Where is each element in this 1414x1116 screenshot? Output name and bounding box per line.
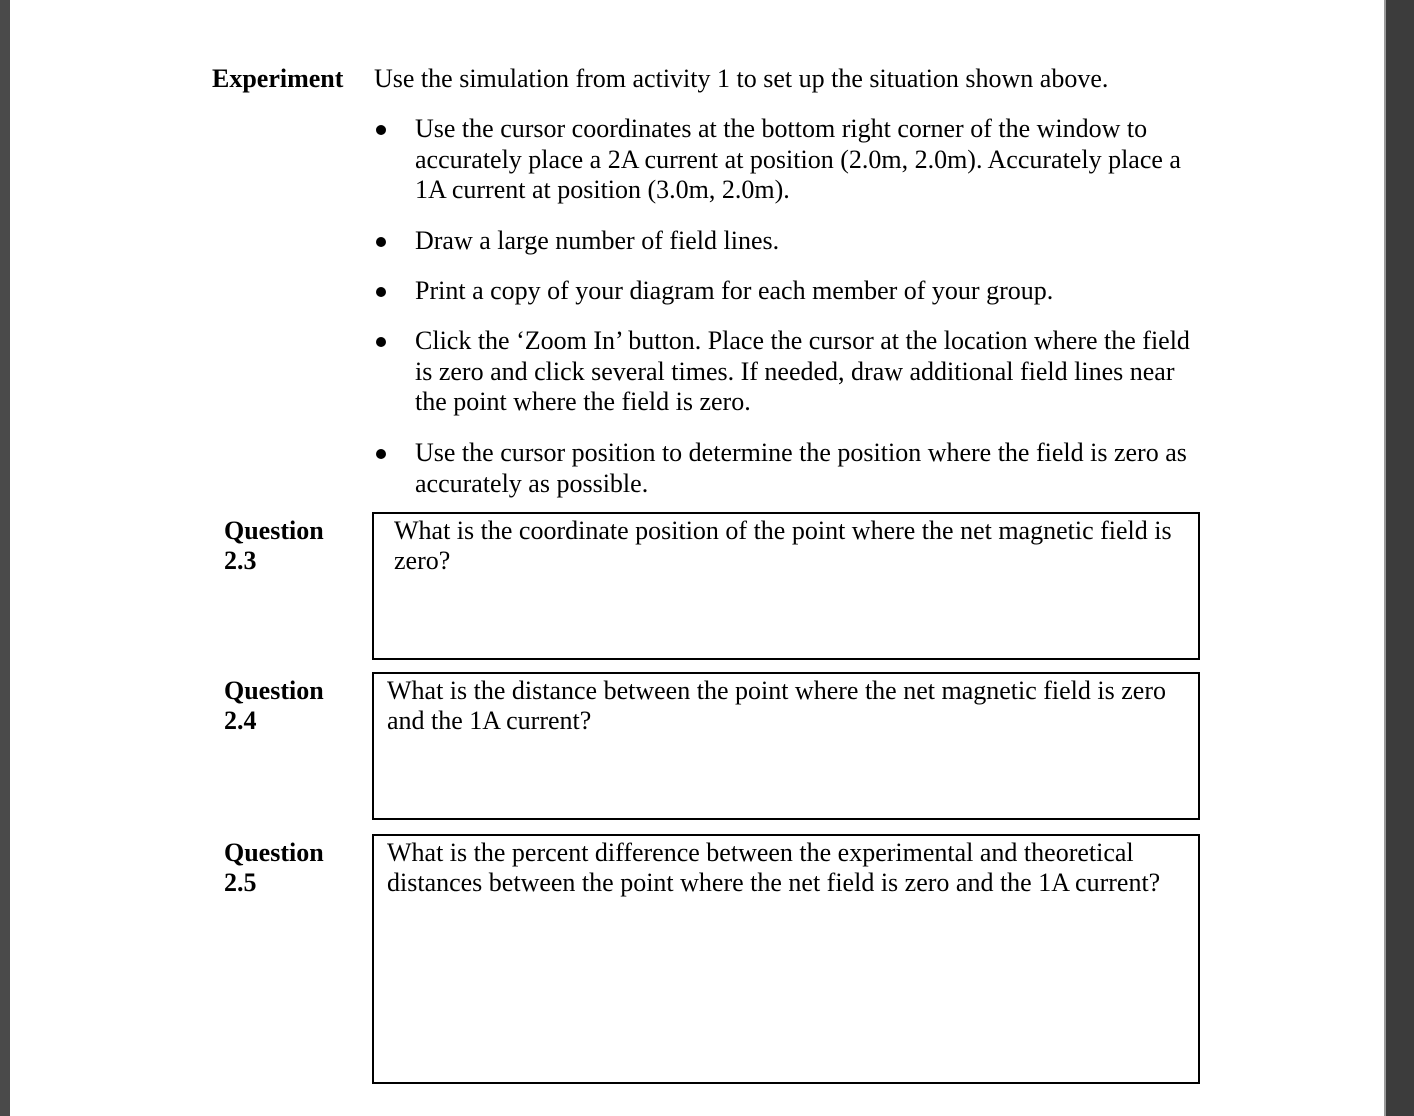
question-number: 2.5 [224,868,257,897]
bullet-dot-icon [376,337,386,347]
question-text-2-5: What is the percent difference between the experimental and theoretical distances between the point where the net field is zero and the 1A current? [387,838,1161,897]
experiment-step-1: Use the cursor coordinates at the bottom right corner of the window to accurately place a 2A current at position (2.0m, 2.0m). Accurately place a 1A current at position (3.0m, 2.0m). [415,114,1181,204]
answer-box-2-5[interactable] [372,834,1200,1084]
answer-box-2-4[interactable] [372,672,1200,820]
viewer-left-border [0,0,10,1116]
experiment-step-4: Click the ‘Zoom In’ button. Place the cursor at the location where the field is zero and click several times. If needed, draw additional field lines near the point where the field is zero. [415,326,1190,416]
experiment-step-2: Draw a large number of field lines. [415,226,780,255]
question-number: 2.3 [224,546,257,575]
document-page [10,0,1384,1116]
question-label-2-5 [224,838,324,898]
viewer-right-edge [1384,0,1386,1116]
bullet-dot-icon [376,449,386,459]
question-label-2-4 [224,676,324,736]
experiment-step-5: Use the cursor position to determine the position where the field is zero as accurately as possible. [415,438,1187,498]
question-word: Question [224,838,324,867]
bullet-dot-icon [376,287,386,297]
answer-box-2-3[interactable] [372,512,1200,660]
question-text-2-3: What is the coordinate position of the point where the net magnetic field is zero? [394,516,1172,575]
experiment-intro: Use the simulation from activity 1 to set up the situation shown above. [374,64,1109,93]
bullet-dot-icon [376,125,386,135]
bullet-dot-icon [376,237,386,247]
question-text-2-4: What is the distance between the point where the net magnetic field is zero and the 1A current? [387,676,1166,735]
experiment-step-3: Print a copy of your diagram for each member of your group. [415,276,1054,305]
question-word: Question [224,516,324,545]
viewer-scrollbar-track[interactable] [1386,0,1414,1116]
question-word: Question [224,676,324,705]
question-number: 2.4 [224,706,257,735]
question-label-2-3 [224,516,324,576]
experiment-label: Experiment [212,64,344,93]
